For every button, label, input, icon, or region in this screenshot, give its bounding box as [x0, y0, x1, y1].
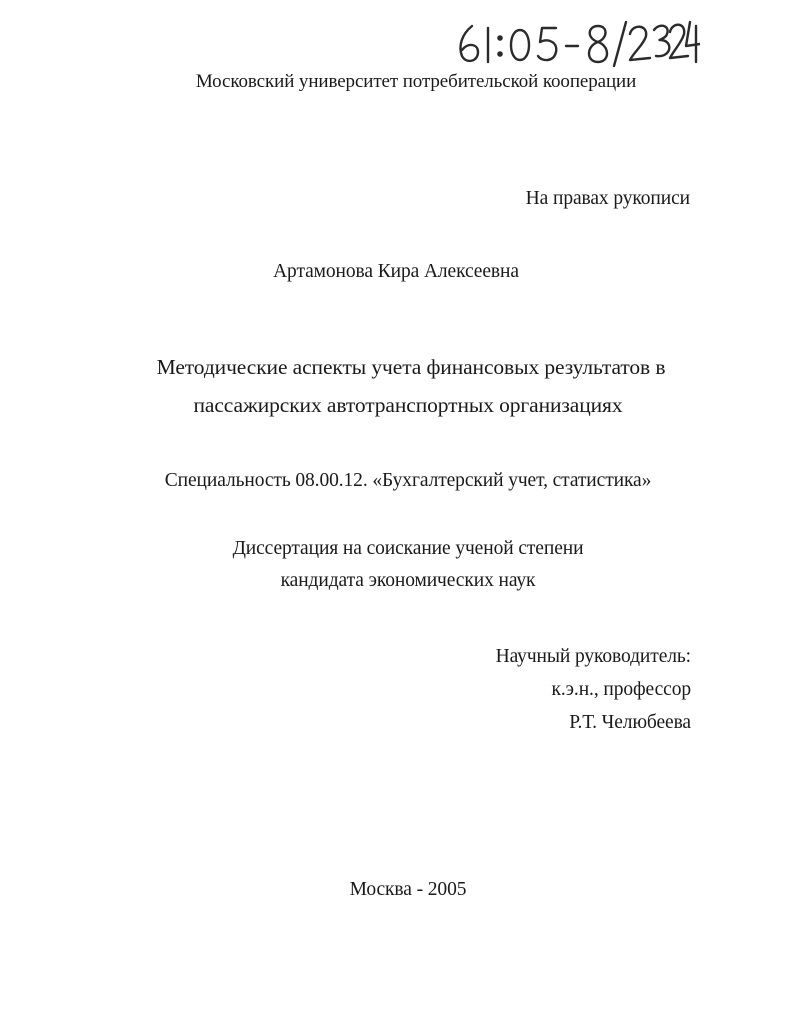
advisor-label: Научный руководитель:: [495, 646, 691, 667]
handwritten-archive-number: [450, 12, 700, 70]
specialty-code: Специальность 08.00.12. «Бухгалтерский учет, статистика»: [164, 470, 652, 491]
university-name: Московский университет потребительской кооперации: [195, 71, 637, 92]
manuscript-rights-note: На правах рукописи: [525, 188, 690, 209]
handwritten-archive-number-drawing: [450, 12, 700, 70]
dissertation-title-line-2: пассажирских автотранспортных организациях: [193, 393, 623, 417]
degree-statement-line-1: Диссертация на соискание ученой степени: [232, 538, 584, 559]
city-and-year: Москва - 2005: [349, 879, 467, 900]
degree-statement-line-2: кандидата экономических наук: [280, 570, 536, 591]
advisor-name: Р.Т. Челюбеева: [569, 712, 691, 733]
author-name: Артамонова Кира Алексеевна: [273, 261, 519, 282]
advisor-degree: к.э.н., профессор: [551, 679, 691, 700]
dissertation-title-line-1: Методические аспекты учета финансовых результатов в: [156, 355, 666, 379]
